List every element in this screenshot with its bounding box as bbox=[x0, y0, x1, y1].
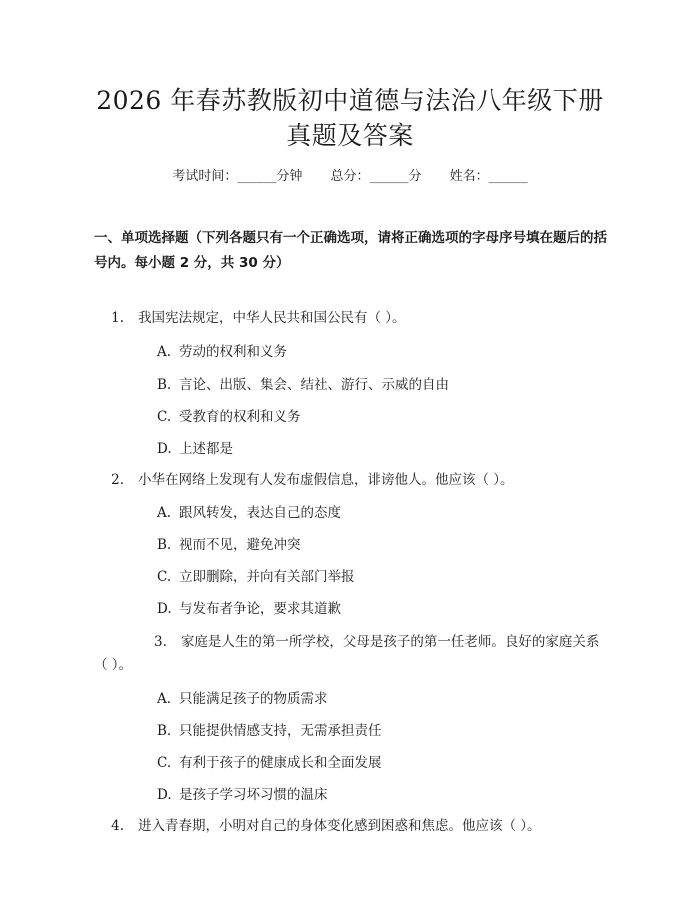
question-text: 我国宪法规定，中华人民共和国公民有（ ）。 bbox=[138, 310, 406, 326]
option-letter: B. bbox=[157, 723, 172, 739]
option-text: 言论、出版、集会、结社、游行、示威的自由 bbox=[179, 377, 449, 393]
section-heading: 一、单项选择题（下列各题只有一个正确选项，请将正确选项的字母序号填在题后的括号内。每小题 2 分，共 30 分） bbox=[94, 230, 607, 271]
student-name-field: 姓名：______ bbox=[449, 169, 528, 184]
question-number: 2. bbox=[111, 472, 124, 488]
option-text: 劳动的权利和义务 bbox=[179, 344, 287, 360]
option-text: 受教育的权利和义务 bbox=[179, 409, 301, 425]
question-number: 1. bbox=[111, 310, 124, 326]
option-letter: C. bbox=[157, 409, 172, 425]
page-subtitle: 真题及答案 bbox=[286, 121, 414, 150]
question-text: 家庭是人生的第一所学校，父母是孩子的第一任老师。良好的家庭关系（ ）。 bbox=[94, 634, 600, 673]
answer-option bbox=[157, 535, 607, 555]
question-number: 4. bbox=[111, 818, 124, 834]
answer-option bbox=[157, 407, 607, 427]
option-letter: D. bbox=[157, 601, 172, 617]
option-text: 立即删除，并向有关部门举报 bbox=[179, 569, 355, 585]
answer-option bbox=[157, 689, 607, 709]
total-score-field: 总分：______分 bbox=[330, 169, 422, 184]
option-letter: C. bbox=[157, 755, 172, 771]
option-letter: A. bbox=[157, 344, 172, 360]
option-letter: D. bbox=[157, 787, 172, 803]
answer-option bbox=[157, 342, 607, 362]
question-stem bbox=[94, 469, 608, 492]
option-letter: D. bbox=[157, 441, 172, 457]
option-text: 上述都是 bbox=[179, 441, 233, 457]
option-letter: B. bbox=[157, 377, 172, 393]
exam-info-row bbox=[0, 167, 700, 187]
option-text: 跟风转发，表达自己的态度 bbox=[179, 505, 341, 521]
page-title: 2026 年春苏教版初中道德与法治八年级下册 bbox=[96, 86, 604, 115]
question-text: 小华在网络上发现有人发布虚假信息，诽谤他人。他应该（ ）。 bbox=[138, 472, 514, 488]
answer-option bbox=[157, 785, 607, 805]
answer-option bbox=[157, 503, 607, 523]
option-text: 只能提供情感支持，无需承担责任 bbox=[179, 723, 382, 739]
option-letter: A. bbox=[157, 691, 172, 707]
question-stem bbox=[94, 815, 608, 838]
option-letter: B. bbox=[157, 537, 172, 553]
option-text: 是孩子学习坏习惯的温床 bbox=[179, 787, 328, 803]
question-stem bbox=[94, 631, 608, 677]
question-text: 进入青春期，小明对自己的身体变化感到困惑和焦虑。他应该（ ）。 bbox=[138, 818, 541, 834]
option-letter: A. bbox=[157, 505, 172, 521]
answer-option bbox=[157, 439, 607, 459]
answer-option bbox=[157, 753, 607, 773]
question-number: 3. bbox=[154, 634, 167, 650]
exam-time-field: 考试时间：______分钟 bbox=[172, 169, 303, 184]
option-text: 只能满足孩子的物质需求 bbox=[179, 691, 328, 707]
answer-option bbox=[157, 599, 607, 619]
question-stem bbox=[94, 307, 608, 330]
answer-option bbox=[157, 375, 607, 395]
option-text: 视而不见，避免冲突 bbox=[179, 537, 301, 553]
answer-option bbox=[157, 567, 607, 587]
option-letter: C. bbox=[157, 569, 172, 585]
option-text: 与发布者争论，要求其道歉 bbox=[179, 601, 341, 617]
option-text: 有利于孩子的健康成长和全面发展 bbox=[179, 755, 382, 771]
answer-option bbox=[157, 721, 607, 741]
